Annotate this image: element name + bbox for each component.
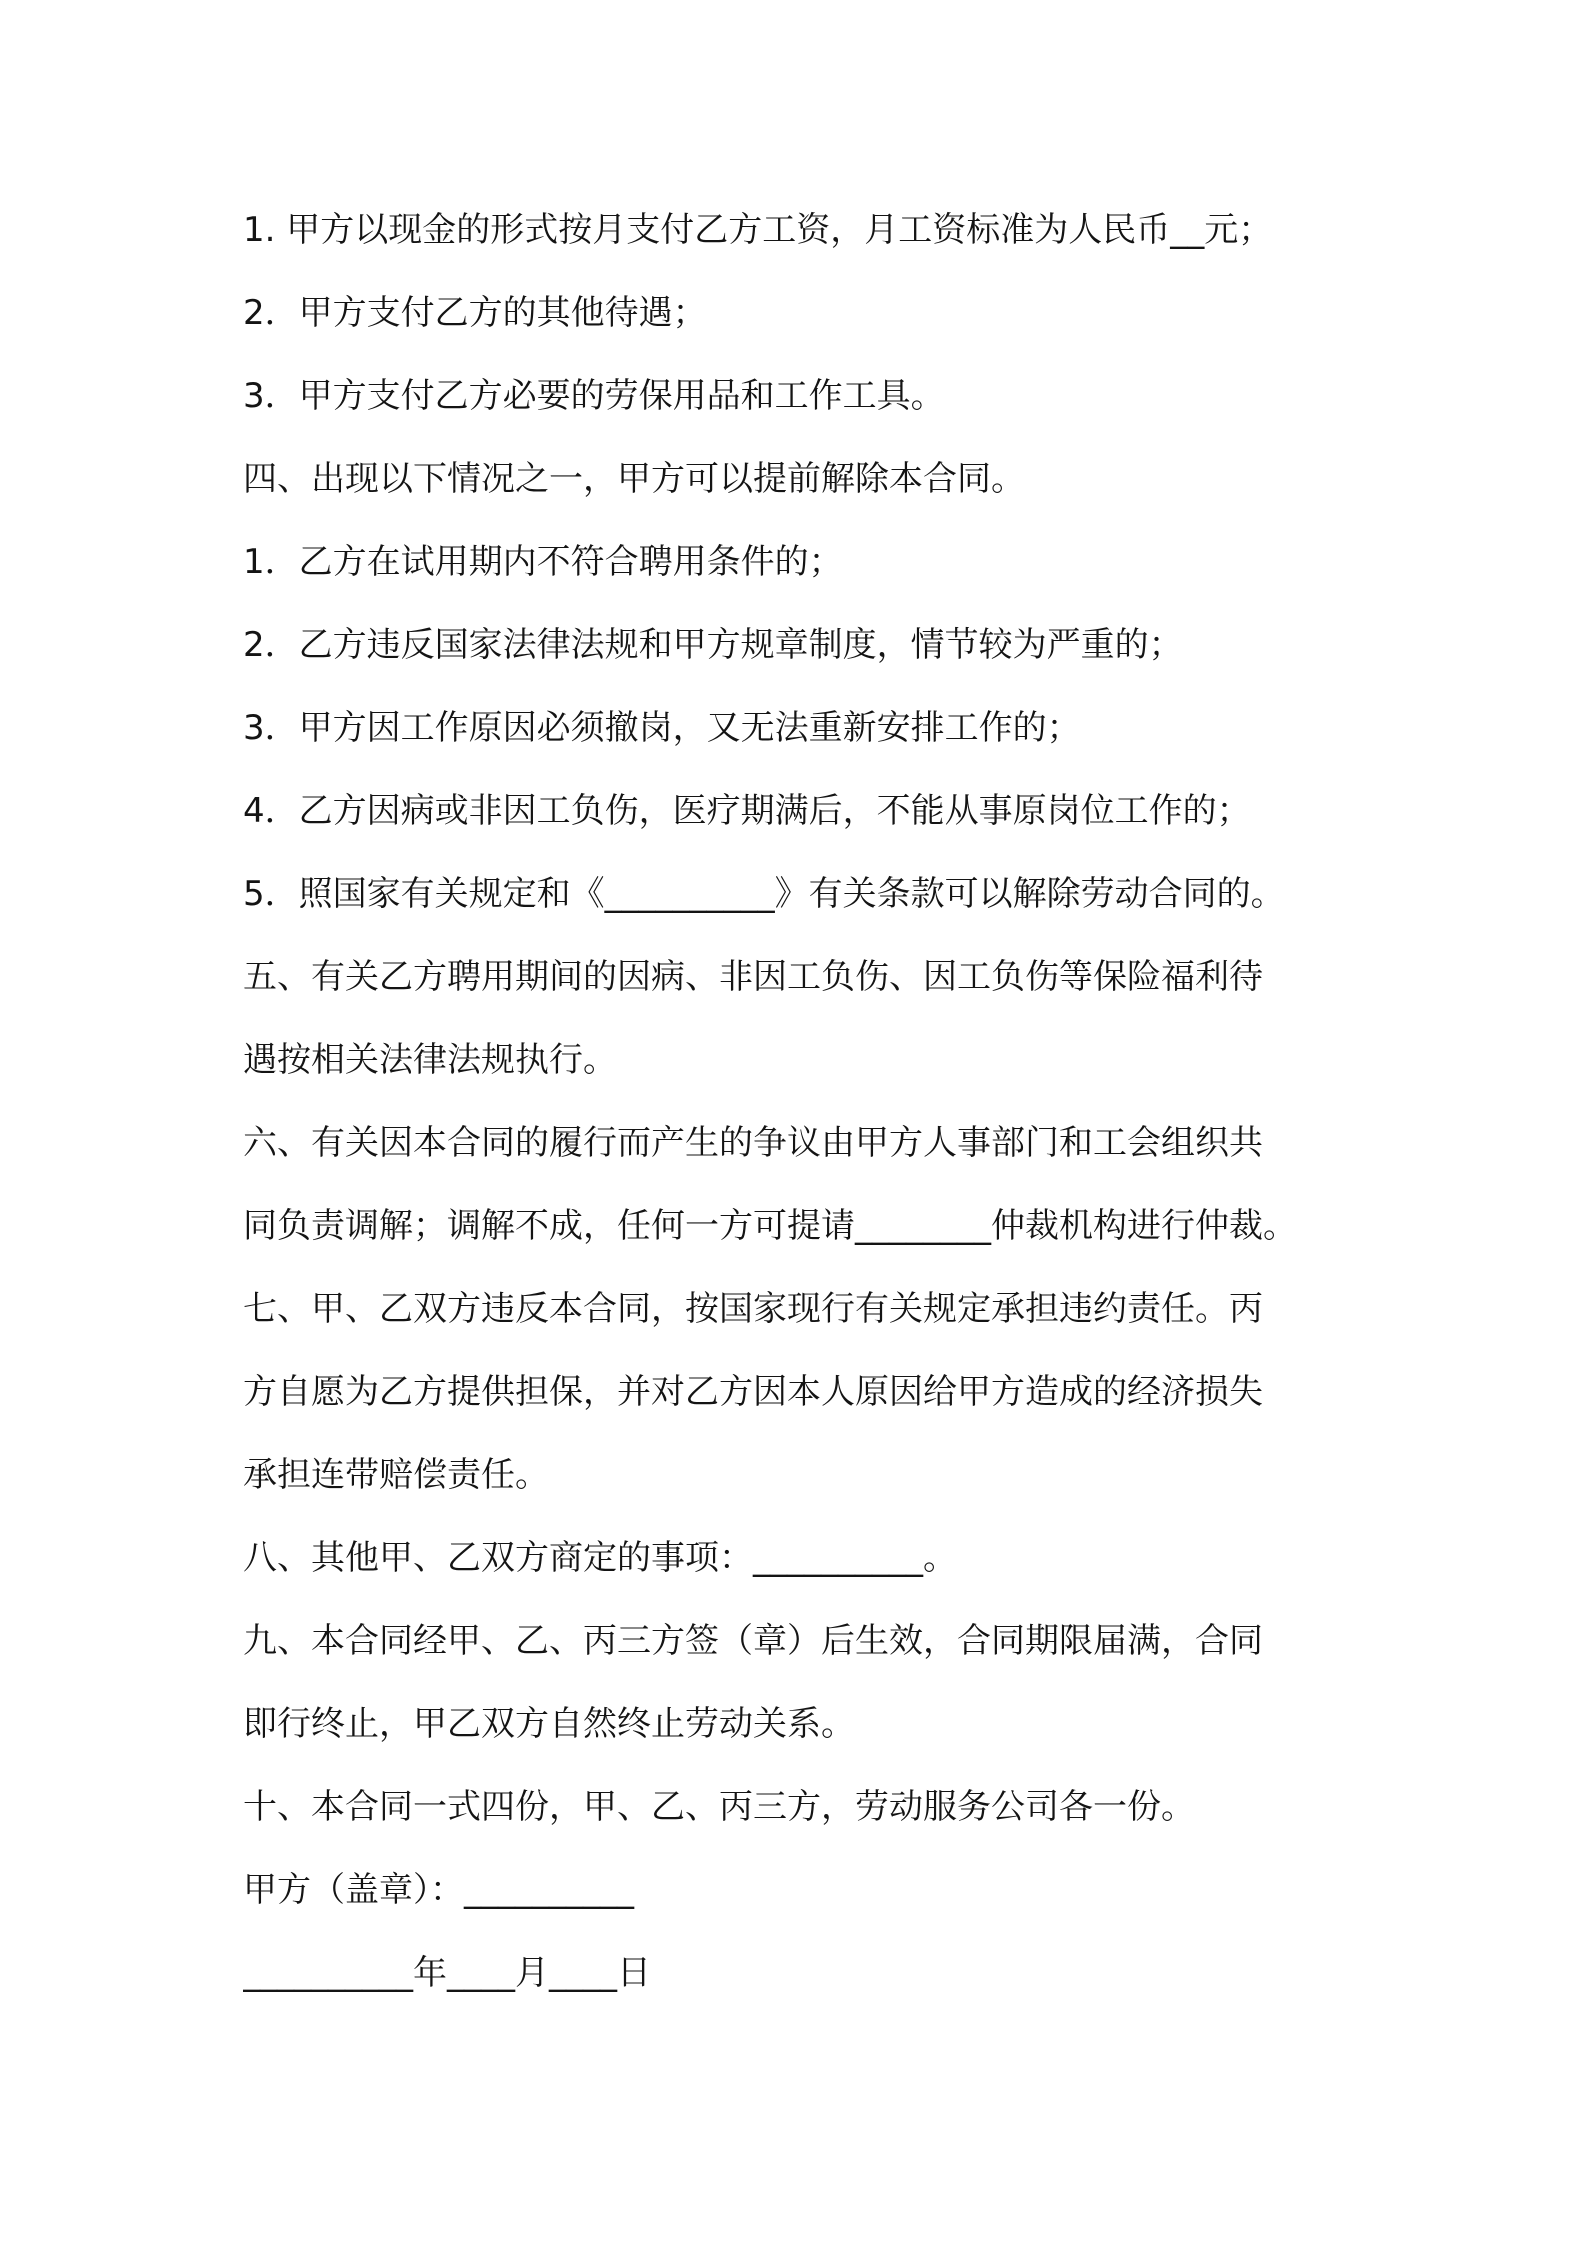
signing-date-line: __________年____月____日 — [243, 1953, 651, 1993]
clause-6-line-2: 同负责调解；调解不成，任何一方可提请________仲裁机构进行仲裁。 — [243, 1206, 1297, 1246]
clause-9-line-2: 即行终止，甲乙双方自然终止劳动关系。 — [243, 1704, 855, 1744]
clause-7-line-1: 七、甲、乙双方违反本合同，按国家现行有关规定承担违约责任。丙 — [243, 1289, 1263, 1329]
clause-5-line-2: 遇按相关法律法规执行。 — [243, 1040, 617, 1080]
clause-3-item-3: 3．甲方支付乙方必要的劳保用品和工作工具。 — [243, 376, 945, 416]
clause-6-line-1: 六、有关因本合同的履行而产生的争议由甲方人事部门和工会组织共 — [243, 1123, 1263, 1163]
clause-3-item-2: 2．甲方支付乙方的其他待遇； — [243, 293, 707, 333]
clause-3-item-1: 1. 甲方以现金的形式按月支付乙方工资，月工资标准为人民币__元； — [243, 210, 1273, 250]
clause-8: 八、其他甲、乙双方商定的事项：__________。 — [243, 1538, 957, 1578]
clause-4-item-5: 5．照国家有关规定和《__________》有关条款可以解除劳动合同的。 — [243, 874, 1285, 914]
clause-4-item-3: 3．甲方因工作原因必须撤岗，又无法重新安排工作的； — [243, 708, 1081, 748]
clause-4-item-1: 1．乙方在试用期内不符合聘用条件的； — [243, 542, 843, 582]
clause-7-line-2: 方自愿为乙方提供担保，并对乙方因本人原因给甲方造成的经济损失 — [243, 1372, 1263, 1412]
clause-7-line-3: 承担连带赔偿责任。 — [243, 1455, 549, 1495]
clause-9-line-1: 九、本合同经甲、乙、丙三方签（章）后生效，合同期限届满，合同 — [243, 1621, 1263, 1661]
clause-10: 十、本合同一式四份，甲、乙、丙三方，劳动服务公司各一份。 — [243, 1787, 1195, 1827]
party-a-seal-line: 甲方（盖章）：__________ — [243, 1870, 634, 1910]
clause-4-item-2: 2．乙方违反国家法律法规和甲方规章制度，情节较为严重的； — [243, 625, 1183, 665]
clause-5-line-1: 五、有关乙方聘用期间的因病、非因工负伤、因工负伤等保险福利待 — [243, 957, 1263, 997]
clause-4-item-4: 4．乙方因病或非因工负伤，医疗期满后，不能从事原岗位工作的； — [243, 791, 1251, 831]
clause-4-heading: 四、出现以下情况之一，甲方可以提前解除本合同。 — [243, 459, 1025, 499]
